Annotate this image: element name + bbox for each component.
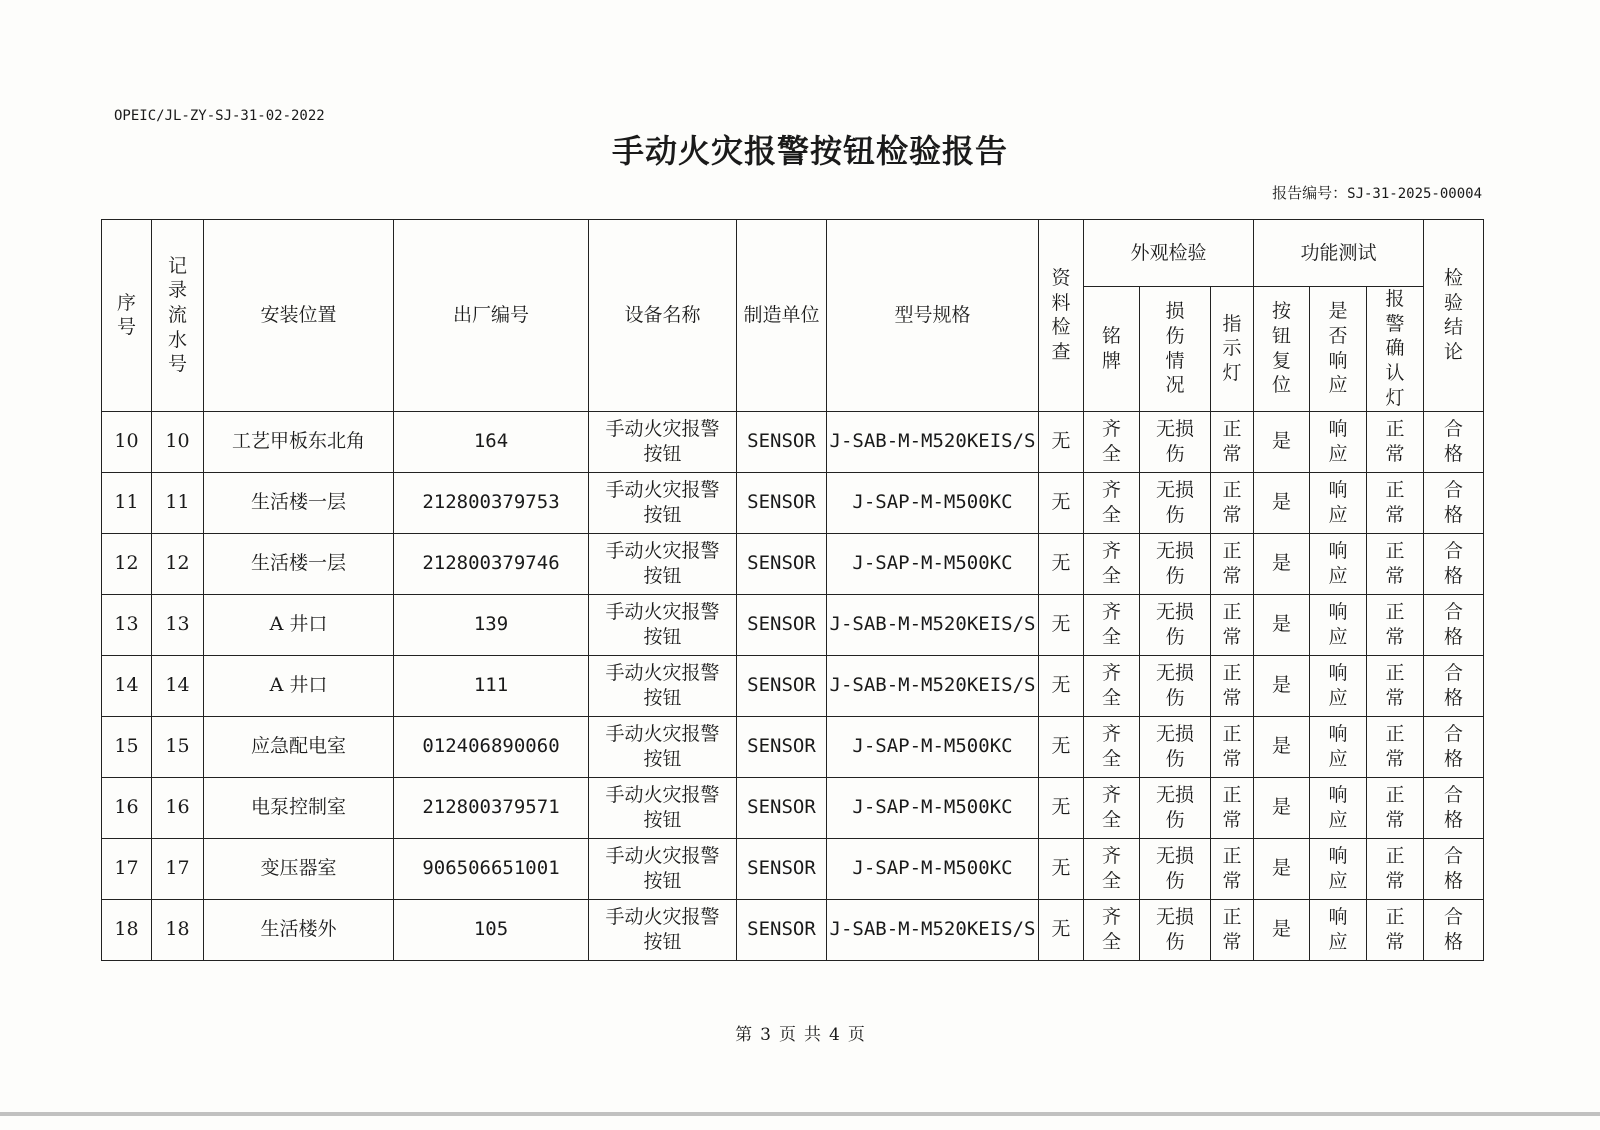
- cell-docs: 无: [1039, 838, 1084, 899]
- table-row: [102, 594, 1484, 655]
- table-row: [102, 655, 1484, 716]
- cell-indicator: 正常: [1211, 838, 1254, 899]
- cell-location: 生活楼一层: [204, 472, 394, 533]
- cell-nameplate: 齐全: [1084, 533, 1140, 594]
- header-seq: 序号: [102, 220, 152, 412]
- cell-damage: 无损伤: [1140, 411, 1211, 472]
- cell-seq: 11: [102, 472, 152, 533]
- footer-total-label: 共: [804, 1025, 821, 1045]
- cell-seq: 14: [102, 655, 152, 716]
- cell-conclusion: 合格: [1424, 716, 1484, 777]
- table-row: [102, 533, 1484, 594]
- cell-model: J-SAP-M-M500KC: [827, 472, 1039, 533]
- cell-alarm-light: 正常: [1367, 655, 1424, 716]
- cell-maker: SENSOR: [737, 411, 827, 472]
- cell-seq: 18: [102, 899, 152, 960]
- cell-indicator: 正常: [1211, 472, 1254, 533]
- cell-nameplate: 齐全: [1084, 594, 1140, 655]
- scan-edge-line: [0, 1112, 1600, 1116]
- cell-record: 18: [152, 899, 204, 960]
- cell-respond: 响应: [1310, 838, 1367, 899]
- cell-respond: 响应: [1310, 533, 1367, 594]
- cell-nameplate: 齐全: [1084, 899, 1140, 960]
- header-reset: 按钮复位: [1254, 287, 1310, 412]
- cell-conclusion: 合格: [1424, 472, 1484, 533]
- cell-location: 应急配电室: [204, 716, 394, 777]
- footer-post: 页: [847, 1025, 865, 1045]
- cell-seq: 10: [102, 411, 152, 472]
- cell-alarm-light: 正常: [1367, 472, 1424, 533]
- cell-serial: 212800379753: [394, 472, 589, 533]
- cell-damage: 无损伤: [1140, 716, 1211, 777]
- report-number-value: SJ-31-2025-00004: [1347, 186, 1482, 202]
- page-title: 手动火灾报警按钮检验报告: [611, 132, 1008, 170]
- cell-location: 生活楼一层: [204, 533, 394, 594]
- report-number: [1272, 182, 1482, 203]
- cell-indicator: 正常: [1211, 411, 1254, 472]
- cell-maker: SENSOR: [737, 533, 827, 594]
- cell-docs: 无: [1039, 472, 1084, 533]
- cell-nameplate: 齐全: [1084, 655, 1140, 716]
- cell-damage: 无损伤: [1140, 655, 1211, 716]
- cell-damage: 无损伤: [1140, 777, 1211, 838]
- cell-conclusion: 合格: [1424, 411, 1484, 472]
- header-maker: 制造单位: [737, 220, 827, 412]
- cell-serial: 164: [394, 411, 589, 472]
- cell-alarm-light: 正常: [1367, 838, 1424, 899]
- footer-pre: 第: [735, 1025, 753, 1045]
- cell-maker: SENSOR: [737, 777, 827, 838]
- cell-maker: SENSOR: [737, 594, 827, 655]
- header-damage: 损伤情况: [1140, 287, 1211, 412]
- cell-model: J-SAP-M-M500KC: [827, 838, 1039, 899]
- cell-damage: 无损伤: [1140, 838, 1211, 899]
- cell-alarm-light: 正常: [1367, 411, 1424, 472]
- cell-nameplate: 齐全: [1084, 716, 1140, 777]
- cell-damage: 无损伤: [1140, 899, 1211, 960]
- cell-location: 变压器室: [204, 838, 394, 899]
- cell-respond: 响应: [1310, 655, 1367, 716]
- cell-maker: SENSOR: [737, 899, 827, 960]
- cell-serial: 139: [394, 594, 589, 655]
- cell-respond: 响应: [1310, 411, 1367, 472]
- header-serial: 出厂编号: [394, 220, 589, 412]
- cell-location: 工艺甲板东北角: [204, 411, 394, 472]
- cell-device: 手动火灾报警按钮: [589, 472, 737, 533]
- cell-alarm-light: 正常: [1367, 899, 1424, 960]
- cell-device: 手动火灾报警按钮: [589, 777, 737, 838]
- cell-docs: 无: [1039, 777, 1084, 838]
- cell-indicator: 正常: [1211, 899, 1254, 960]
- header-function: 功能测试: [1254, 220, 1424, 287]
- cell-reset: 是: [1254, 655, 1310, 716]
- cell-damage: 无损伤: [1140, 594, 1211, 655]
- table-row: [102, 899, 1484, 960]
- cell-model: J-SAB-M-M520KEIS/S: [827, 899, 1039, 960]
- cell-record: 15: [152, 716, 204, 777]
- inspection-table: [101, 219, 1484, 961]
- cell-seq: 16: [102, 777, 152, 838]
- cell-record: 10: [152, 411, 204, 472]
- cell-record: 17: [152, 838, 204, 899]
- cell-reset: 是: [1254, 533, 1310, 594]
- cell-model: J-SAP-M-M500KC: [827, 533, 1039, 594]
- cell-alarm-light: 正常: [1367, 777, 1424, 838]
- cell-respond: 响应: [1310, 777, 1367, 838]
- cell-device: 手动火灾报警按钮: [589, 899, 737, 960]
- cell-conclusion: 合格: [1424, 533, 1484, 594]
- table-row: [102, 777, 1484, 838]
- cell-reset: 是: [1254, 838, 1310, 899]
- cell-serial: 111: [394, 655, 589, 716]
- cell-nameplate: 齐全: [1084, 777, 1140, 838]
- cell-damage: 无损伤: [1140, 472, 1211, 533]
- cell-reset: 是: [1254, 716, 1310, 777]
- cell-docs: 无: [1039, 411, 1084, 472]
- cell-record: 14: [152, 655, 204, 716]
- cell-location: A 井口: [204, 594, 394, 655]
- table-row: [102, 411, 1484, 472]
- cell-damage: 无损伤: [1140, 533, 1211, 594]
- header-appearance: 外观检验: [1084, 220, 1254, 287]
- cell-location: A 井口: [204, 655, 394, 716]
- table-row: [102, 716, 1484, 777]
- cell-reset: 是: [1254, 411, 1310, 472]
- cell-docs: 无: [1039, 899, 1084, 960]
- cell-docs: 无: [1039, 594, 1084, 655]
- header-alarm-light: 报警确认灯: [1367, 287, 1424, 412]
- cell-conclusion: 合格: [1424, 655, 1484, 716]
- document-code: OPEIC/JL-ZY-SJ-31-02-2022: [114, 108, 325, 124]
- cell-maker: SENSOR: [737, 838, 827, 899]
- cell-model: J-SAB-M-M520KEIS/S: [827, 594, 1039, 655]
- cell-conclusion: 合格: [1424, 594, 1484, 655]
- cell-record: 12: [152, 533, 204, 594]
- cell-model: J-SAB-M-M520KEIS/S: [827, 655, 1039, 716]
- cell-nameplate: 齐全: [1084, 838, 1140, 899]
- cell-seq: 17: [102, 838, 152, 899]
- cell-seq: 13: [102, 594, 152, 655]
- cell-device: 手动火灾报警按钮: [589, 594, 737, 655]
- header-respond: 是否响应: [1310, 287, 1367, 412]
- footer-total: 4: [829, 1025, 840, 1045]
- cell-serial: 906506651001: [394, 838, 589, 899]
- header-indicator: 指示灯: [1211, 287, 1254, 412]
- cell-model: J-SAP-M-M500KC: [827, 777, 1039, 838]
- cell-seq: 15: [102, 716, 152, 777]
- cell-model: J-SAP-M-M500KC: [827, 716, 1039, 777]
- cell-nameplate: 齐全: [1084, 411, 1140, 472]
- page-footer: [0, 1020, 1600, 1045]
- cell-reset: 是: [1254, 594, 1310, 655]
- cell-indicator: 正常: [1211, 777, 1254, 838]
- cell-record: 11: [152, 472, 204, 533]
- cell-nameplate: 齐全: [1084, 472, 1140, 533]
- header-conclusion: 检验结论: [1424, 220, 1484, 412]
- cell-docs: 无: [1039, 533, 1084, 594]
- cell-maker: SENSOR: [737, 472, 827, 533]
- cell-indicator: 正常: [1211, 533, 1254, 594]
- cell-device: 手动火灾报警按钮: [589, 533, 737, 594]
- cell-conclusion: 合格: [1424, 777, 1484, 838]
- cell-serial: 212800379746: [394, 533, 589, 594]
- footer-mid: 页: [779, 1025, 796, 1045]
- cell-device: 手动火灾报警按钮: [589, 411, 737, 472]
- cell-indicator: 正常: [1211, 655, 1254, 716]
- cell-serial: 212800379571: [394, 777, 589, 838]
- cell-seq: 12: [102, 533, 152, 594]
- cell-maker: SENSOR: [737, 655, 827, 716]
- header-location: 安装位置: [204, 220, 394, 412]
- cell-record: 16: [152, 777, 204, 838]
- cell-serial: 012406890060: [394, 716, 589, 777]
- header-device: 设备名称: [589, 220, 737, 412]
- cell-alarm-light: 正常: [1367, 716, 1424, 777]
- cell-indicator: 正常: [1211, 594, 1254, 655]
- cell-reset: 是: [1254, 899, 1310, 960]
- cell-maker: SENSOR: [737, 716, 827, 777]
- cell-conclusion: 合格: [1424, 838, 1484, 899]
- cell-alarm-light: 正常: [1367, 533, 1424, 594]
- cell-respond: 响应: [1310, 594, 1367, 655]
- cell-alarm-light: 正常: [1367, 594, 1424, 655]
- cell-record: 13: [152, 594, 204, 655]
- header-model: 型号规格: [827, 220, 1039, 412]
- header-docs: 资料检查: [1039, 220, 1084, 412]
- cell-location: 电泵控制室: [204, 777, 394, 838]
- cell-respond: 响应: [1310, 899, 1367, 960]
- table-row: [102, 472, 1484, 533]
- cell-docs: 无: [1039, 655, 1084, 716]
- cell-reset: 是: [1254, 472, 1310, 533]
- cell-respond: 响应: [1310, 472, 1367, 533]
- cell-device: 手动火灾报警按钮: [589, 716, 737, 777]
- cell-device: 手动火灾报警按钮: [589, 838, 737, 899]
- report-number-label: 报告编号：: [1272, 184, 1348, 202]
- cell-reset: 是: [1254, 777, 1310, 838]
- table-row: [102, 838, 1484, 899]
- footer-page: 3: [760, 1025, 771, 1045]
- cell-respond: 响应: [1310, 716, 1367, 777]
- cell-device: 手动火灾报警按钮: [589, 655, 737, 716]
- cell-model: J-SAB-M-M520KEIS/S: [827, 411, 1039, 472]
- cell-location: 生活楼外: [204, 899, 394, 960]
- cell-docs: 无: [1039, 716, 1084, 777]
- cell-serial: 105: [394, 899, 589, 960]
- cell-indicator: 正常: [1211, 716, 1254, 777]
- header-record: 记录流水号: [152, 220, 204, 412]
- cell-conclusion: 合格: [1424, 899, 1484, 960]
- header-nameplate: 铭牌: [1084, 287, 1140, 412]
